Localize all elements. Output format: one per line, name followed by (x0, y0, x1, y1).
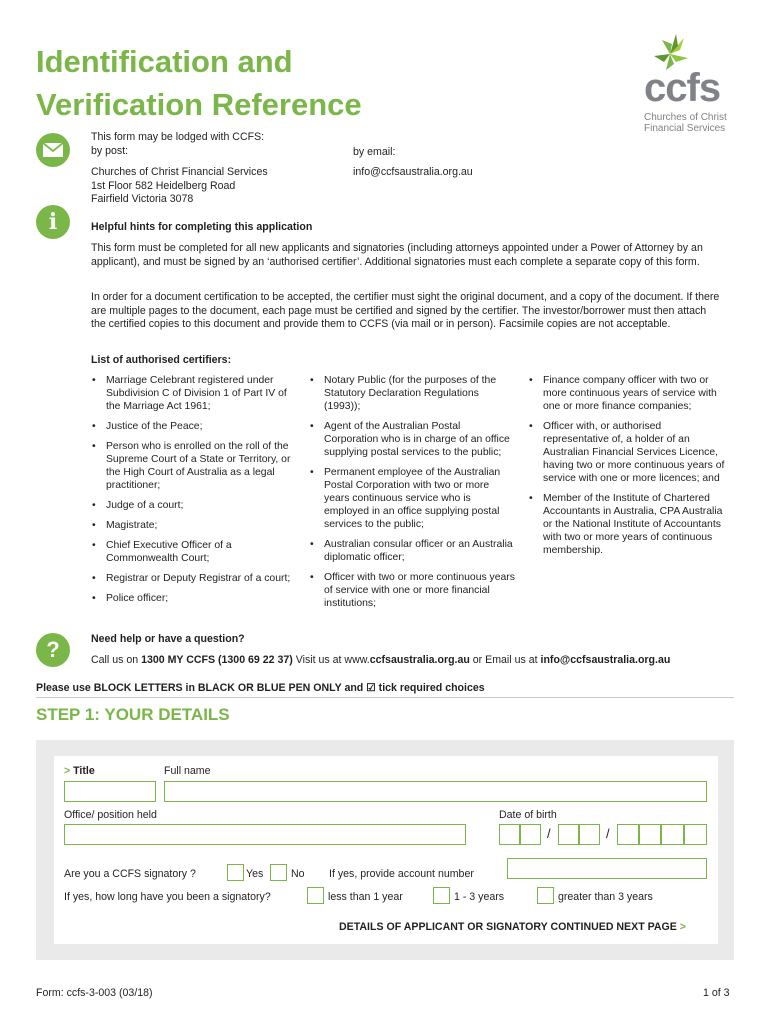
certifiers-heading: List of authorised certifiers: (91, 354, 232, 366)
address-line-2: 1st Floor 582 Heidelberg Road (91, 179, 236, 192)
postal-address (91, 166, 268, 207)
page-title (36, 40, 456, 126)
account-number-label: If yes, provide account number (329, 868, 474, 880)
less-than-1-year-checkbox[interactable] (307, 887, 324, 904)
address-line-3: Fairfield Victoria 3078 (91, 193, 194, 206)
help-email-link[interactable]: info@ccfsaustralia.org.au (540, 654, 671, 666)
list-item: • Permanent employee of the Australian Postal Corporation with two or more years continuous service who is employed in an office supplying postal services to the public; (309, 466, 515, 531)
greater-than-3-years-checkbox[interactable] (537, 887, 554, 904)
dob-year-4[interactable] (684, 824, 707, 845)
certifiers-list-col-3 (528, 374, 728, 564)
hints-heading: Helpful hints for completing this application (91, 221, 313, 233)
list-item: • Finance company officer with two or more continuous years of service with one or more finance companies; (528, 374, 728, 413)
form-code: Form: ccfs-3-003 (03/18) (36, 987, 153, 999)
howlong-question: If yes, how long have you been a signatory? (64, 891, 271, 903)
help-contact-line (91, 654, 670, 668)
dob-day-1[interactable] (499, 824, 520, 845)
office-label: Office/ position held (64, 809, 157, 821)
dob-label: Date of birth (499, 809, 557, 821)
signatory-yes-checkbox[interactable] (227, 864, 244, 881)
list-item: • Member of the Institute of Chartered Accountants in Australia, CPA Australia or the National Institute of Accountants with two or more years of continuous membership. (528, 492, 728, 557)
lodge-email[interactable]: info@ccfsaustralia.org.au (353, 166, 473, 178)
page-number: 1 of 3 (703, 987, 730, 999)
office-input[interactable] (64, 824, 466, 845)
list-item: • Justice of the Peace; (91, 420, 297, 433)
list-item: • Notary Public (for the purposes of the Statutory Declaration Regulations (1993)); (309, 374, 515, 413)
visit-suffix: or Email us at (469, 654, 541, 666)
signatory-yes-label: Yes (246, 868, 264, 880)
dob-day-2[interactable] (520, 824, 541, 845)
list-item: • Agent of the Australian Postal Corporation who is in charge of an office supplying postal services to the public; (309, 420, 515, 459)
list-item: • Person who is enrolled on the roll of the Supreme Court of a State or Territory, or the High Court of Australia as a legal practitioner; (91, 440, 297, 492)
account-number-input[interactable] (507, 858, 707, 879)
title-input[interactable] (64, 781, 156, 802)
one-to-three-years-label: 1 - 3 years (454, 891, 505, 903)
dob-slash-1: / (547, 826, 551, 841)
title-line-1: Identification and (36, 44, 293, 79)
step1-heading: STEP 1: YOUR DETAILS (36, 705, 230, 724)
question-icon: ? (36, 633, 70, 667)
fullname-label: Full name (164, 765, 211, 777)
block-letters-instruction: Please use BLOCK LETTERS in BLACK OR BLUE PEN ONLY and ☑ tick required choices (36, 682, 485, 694)
dob-year-1[interactable] (617, 824, 639, 845)
logo-wordmark: ccfs (644, 66, 721, 110)
phone-number[interactable]: 1300 MY CCFS (1300 69 22 37) (141, 654, 293, 666)
call-prefix: Call us on (91, 654, 142, 666)
dob-year-2[interactable] (639, 824, 661, 845)
list-item: • Officer with, or authorised representative of, a holder of an Australian Financial Services Licence, having two or more continuous years of service with one or more licences; and (528, 420, 728, 485)
info-icon: i (36, 205, 70, 239)
one-to-three-years-checkbox[interactable] (433, 887, 450, 904)
dob-slash-2: / (606, 826, 610, 841)
title-arrow-icon: > (64, 765, 71, 777)
by-email-label: by email: (353, 146, 396, 158)
certifiers-list-col-2 (309, 374, 515, 617)
help-heading: Need help or have a question? (91, 633, 245, 645)
list-item: • Australian consular officer or an Australia diplomatic officer; (309, 538, 515, 564)
certifiers-list-col-1 (91, 374, 297, 612)
signatory-question: Are you a CCFS signatory ? (64, 868, 196, 880)
hints-paragraph-2: In order for a document certification to be accepted, the certifier must sight the original document, and a copy of the document. If there are multiple pages to the document, each page must be certified and signed by the certifier. The investor/borrower must then attach the certified copies to this document and provide them to CCFS (via mail or in person). Facsimile copies are not acceptable. (91, 291, 720, 331)
list-item: • Judge of a court; (91, 499, 297, 512)
fullname-input[interactable] (164, 781, 707, 802)
lodge-intro: This form may be lodged with CCFS: (91, 131, 265, 143)
greater-than-3-years-label: greater than 3 years (558, 891, 653, 903)
list-item: • Registrar or Deputy Registrar of a court; (91, 572, 297, 585)
signatory-no-label: No (291, 868, 305, 880)
title-line-2: Verification Reference (36, 87, 362, 122)
address-line-1: Churches of Christ Financial Services (91, 166, 268, 178)
hints-paragraph-1: This form must be completed for all new applicants and signatories (including attorneys appointed under a Power of Attorney by an applicant), and must be signed by an ‘authorised certifier’. Additional signatories must each complete a separate copy of this form. (91, 242, 703, 268)
dob-month-1[interactable] (558, 824, 579, 845)
list-item: • Officer with two or more continuous years of service with one or more financial institutions; (309, 571, 515, 610)
list-item: • Chief Executive Officer of a Commonwealth Court; (91, 539, 297, 565)
logo-subtitle (644, 112, 754, 134)
envelope-icon (36, 133, 70, 167)
list-item: • Marriage Celebrant registered under Subdivision C of Division 1 of Part IV of the Marriage Act 1961; (91, 374, 297, 413)
visit-prefix: Visit us at www. (292, 654, 370, 666)
list-item: • Police officer; (91, 592, 297, 605)
less-than-1-year-label: less than 1 year (328, 891, 403, 903)
dob-month-2[interactable] (579, 824, 600, 845)
logo-subtitle-line-1: Churches of Christ (644, 112, 727, 123)
list-item: • Magistrate; (91, 519, 297, 532)
dob-year-3[interactable] (661, 824, 684, 845)
section-divider (36, 697, 734, 698)
signatory-no-checkbox[interactable] (270, 864, 287, 881)
logo-subtitle-line-2: Financial Services (644, 123, 726, 134)
chevron-right-icon: > (679, 921, 686, 933)
continued-next-page: DETAILS OF APPLICANT OR SIGNATORY CONTINUED NEXT PAGE > (339, 921, 686, 933)
title-label: > Title (64, 765, 95, 777)
website-link[interactable]: ccfsaustralia.org.au (369, 654, 470, 666)
by-post-label: by post: (91, 145, 129, 157)
